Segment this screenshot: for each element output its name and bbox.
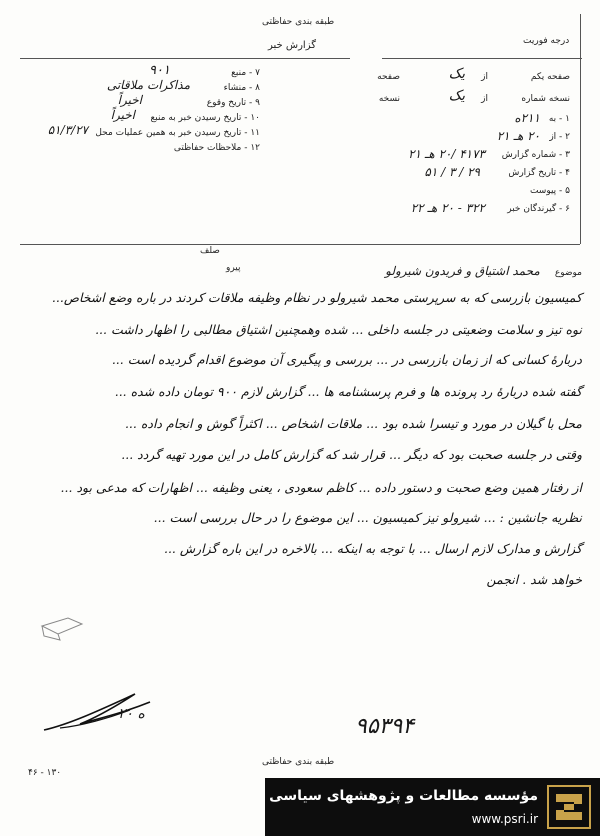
right-fields bbox=[360, 68, 570, 220]
frame-line-top-right bbox=[382, 58, 582, 59]
frame-line-bottom bbox=[20, 244, 580, 245]
institute-stamp bbox=[265, 778, 600, 836]
side-label-2: پیرو bbox=[226, 263, 241, 273]
field-received-by-unit bbox=[20, 123, 260, 141]
field-value: یک bbox=[448, 66, 465, 82]
field-value: یک bbox=[448, 88, 465, 104]
signature-icon bbox=[40, 688, 170, 738]
body-line: محل با گیلان در مورد و تیسرا شده بود ... ملاقات اشخاص ... اکثراً گوش و انجام داده ... bbox=[124, 416, 582, 431]
document-title: گزارش خبر bbox=[268, 40, 316, 51]
field-label: ۴ - تاریخ گزارش bbox=[508, 168, 570, 178]
body-line: کمیسیون بازرسی که به سرپرستی محمد شیرولو در نظام وظیفه ملاقات کردند در باره وضع اشخاص... bbox=[51, 290, 582, 305]
subject-value: محمد اشتیاق و فریدون شیرولو bbox=[385, 264, 540, 278]
classification-header: طبقه بندی حفاظتی bbox=[262, 17, 335, 27]
field-label: ۱ - به bbox=[548, 114, 570, 124]
field-label: ۱۱ - تاریخ رسیدن خبر به همین عملیات محل bbox=[95, 128, 260, 138]
pencil-sketch-icon bbox=[38, 612, 88, 642]
subject-row bbox=[385, 260, 582, 279]
field-label: ۱۲ - ملاحظات حفاظتی bbox=[173, 143, 260, 153]
frame-line-right bbox=[580, 14, 581, 244]
body-line: گزارش و مدارک لازم ارسال ... با توجه به اینکه ... بالاخره در این باره گزارش ... bbox=[163, 541, 582, 556]
field-label: ۸ - منشاء bbox=[223, 83, 260, 93]
field-page bbox=[360, 68, 570, 90]
subject-label: موضوع bbox=[554, 268, 582, 278]
field-unit: صفحه bbox=[377, 72, 400, 82]
field-recipients bbox=[360, 202, 570, 220]
field-label: ۹ - تاریخ وقوع bbox=[206, 98, 260, 108]
field-from: از bbox=[481, 94, 488, 104]
body-line: نظریه جانشین : ... شیرولو نیز کمیسیون ... این موضوع را در حال بررسی است ... bbox=[153, 510, 582, 525]
document-number: ۹۵۳۹۴ bbox=[355, 714, 415, 739]
frame-line-top-left bbox=[20, 58, 350, 59]
field-unit: نسخه bbox=[378, 94, 400, 104]
field-to bbox=[360, 112, 570, 130]
institute-name: مؤسسه مطالعات و پژوهشهای سیاسی bbox=[269, 788, 538, 804]
institute-logo-icon bbox=[546, 784, 592, 830]
body-line: دربارهٔ کسانی که از زمان بازرسی در ... بررسی و پیگیری آن موضوع اقدام گردیده است ... bbox=[111, 352, 582, 367]
field-copy bbox=[360, 90, 570, 112]
field-value: ۲۹ / ۳ / ۵۱ bbox=[424, 165, 480, 179]
field-security-notes bbox=[20, 141, 260, 156]
footer-classification: طبقه بندی حفاظتی bbox=[262, 757, 335, 767]
field-label: ۱۰ - تاریخ رسیدن خبر به منبع bbox=[150, 113, 260, 123]
body-line: وقتی در جلسه صحبت بود که دیگر ... قرار شد که گزارش کامل در این مورد تهیه گردد ... bbox=[121, 447, 582, 462]
body-line: خواهد شد . انجمن bbox=[486, 572, 582, 587]
field-label: نسخه شماره bbox=[521, 94, 570, 104]
field-value: ۲۰ هـ ۲۱ bbox=[496, 129, 540, 143]
field-label: ۶ - گیرندگان خبر bbox=[507, 204, 570, 214]
left-fields bbox=[20, 63, 260, 156]
priority-label: درجه فوریت bbox=[523, 36, 570, 46]
field-value: ۵۱/۳/۲۷ bbox=[47, 123, 88, 137]
field-label: ۳ - شماره گزارش bbox=[501, 150, 570, 160]
field-occurrence-date bbox=[20, 93, 260, 111]
institute-url: www.psri.ir bbox=[471, 812, 538, 826]
field-value: مذاکرات ملاقاتی bbox=[106, 78, 190, 92]
body-line: نوه تیز و سلامت وضعیتی در جلسه داخلی ... شده وهمچنین اشتیاق مطالبی را اظهار داشت ... bbox=[95, 322, 582, 337]
field-value: اخیراً bbox=[117, 93, 142, 107]
field-value: اخیراً bbox=[110, 108, 135, 122]
field-value: ۹۰۱ bbox=[149, 63, 170, 78]
body-line: از رفتار همین وضع صحبت و دستور داده ... کاظم سعودی ، یعنی وظیفه ... اظهارات که مدعی بود ... bbox=[60, 480, 582, 495]
field-attachment bbox=[360, 184, 570, 202]
field-report-number bbox=[360, 148, 570, 166]
field-report-date bbox=[360, 166, 570, 184]
field-label: ۵ - پیوست bbox=[529, 186, 570, 196]
field-label: ۲ - از bbox=[549, 132, 570, 142]
field-value: ۳۲۲ - ۲۰ هـ ۲۲ bbox=[410, 201, 485, 215]
field-value: ۲۱۱ه bbox=[514, 111, 540, 125]
side-label-1: صلف bbox=[200, 246, 220, 256]
field-label: ۷ - منبع bbox=[231, 68, 260, 78]
field-value: ۴۱۷۳ /۲۰ هـ ۲۱ bbox=[408, 147, 485, 161]
field-from: از bbox=[481, 72, 488, 82]
field-from-unit bbox=[360, 130, 570, 148]
signature-note: ۲۰ ه bbox=[118, 706, 145, 722]
field-label: صفحه یکم bbox=[530, 72, 570, 82]
footer-code: ۴۶ - ۱۳۰ bbox=[28, 768, 62, 778]
body-line: گفته شده دربارهٔ رد پرونده ها و فرم پرسشنامه ها ... گزارش لازم ۹۰۰ تومان داده شده ... bbox=[114, 384, 582, 399]
